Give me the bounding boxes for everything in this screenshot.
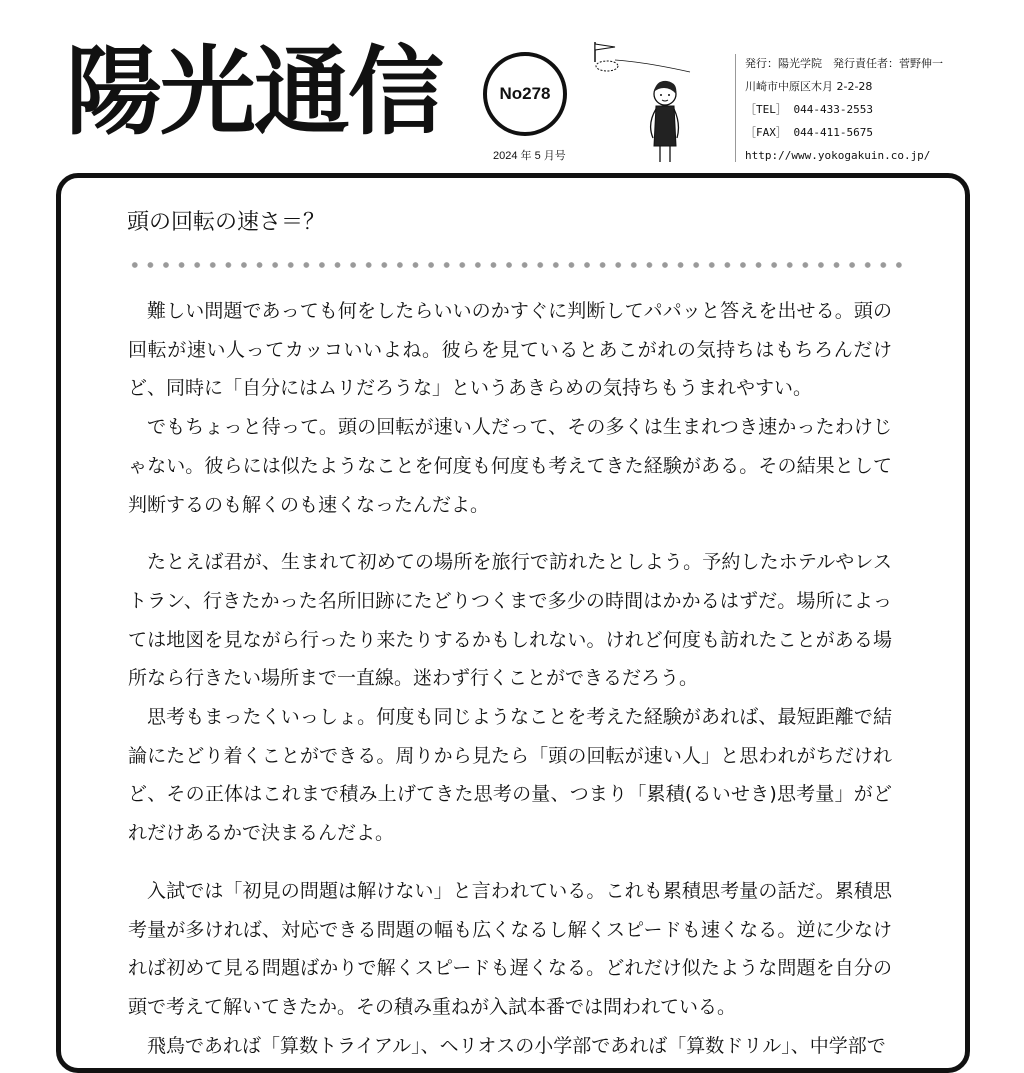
issue-number-badge bbox=[483, 52, 567, 136]
header-divider bbox=[735, 54, 736, 162]
article-title: 頭の回転の速さ＝？ bbox=[127, 210, 326, 235]
paragraph: 飛鳥であれば「算数トライアル」、ヘリオスの小学部であれば「算数ドリル」、中学部で bbox=[147, 1034, 886, 1057]
newsletter-title: 陽光通信 bbox=[66, 36, 442, 148]
dotted-divider bbox=[127, 262, 907, 268]
publisher-tel: ［TEL］ 044-433-2553 bbox=[745, 103, 873, 116]
paragraph: 難しい問題であっても何をしたらいいのかすぐに判断してパパッと答えを出せる。頭の回転が速い人ってカッコいいよね。彼らを見ているとあこがれの気持ちはもちろんだけど、同時に「自分にはムリだろうな」というあきらめの気持ちもうまれやすい。 bbox=[128, 300, 892, 400]
eye-left bbox=[660, 94, 662, 96]
publisher-line: 発行：陽光学院 発行責任者：菅野伸一 bbox=[745, 57, 943, 70]
article-body bbox=[128, 292, 892, 1065]
paragraph: たとえば君が、生まれて初めての場所を旅行で訪れたとしよう。予約したホテルやレストラン、行きたかった名所旧跡にたどりつくまで多少の時間はかかるはずだ。場所によっては地図を見ながら行ったり来たりするかもしれない。けれど何度も訪れたことがある場所なら行きたい場所まで一直線。迷わず行くことができるだろう。 bbox=[128, 551, 892, 690]
publisher-fax: ［FAX］ 044-411-5675 bbox=[745, 126, 873, 139]
flag bbox=[595, 44, 615, 50]
paragraph: でもちょっと待って。頭の回転が速い人だって、その多くは生まれつき速かったわけじゃない。彼らには似たようなことを何度も何度も考えてきた経験がある。その結果として判断するのも解くのも速くなったんだよ。 bbox=[128, 416, 892, 516]
eye-right bbox=[668, 94, 670, 96]
paragraph: 思考もまったくいっしょ。何度も同じようなことを考えた経験があれば、最短距離で結論にたどり着くことができる。周りから見たら「頭の回転が速い人」と思われがちだけれど、その正体はこれまで積み上げてきた思考の量、つまり「累積(るいせき)思考量」がどれだけあるかで決まるんだよ。 bbox=[128, 706, 892, 845]
publisher-address: 川崎市中原区木月 2-2-28 bbox=[745, 80, 873, 93]
publisher-url[interactable]: http://www.yokogakuin.co.jp/ bbox=[745, 149, 931, 162]
bush bbox=[596, 61, 618, 71]
issue-date: 2024 年 5 月号 bbox=[493, 150, 566, 162]
issue-number: No278 bbox=[499, 84, 551, 103]
paragraph: 入試では「初見の問題は解けない」と言われている。これも累積思考量の話だ。累積思考量が多ければ、対応できる問題の幅も広くなるし解くスピードも速くなる。逆に少なければ初めて見る問題ばかりで解くスピードも遅くなる。どれだけ似たような問題を自分の頭で考えて解いてきたか。その積み重ねが入試本番では問われている。 bbox=[128, 879, 892, 1018]
body bbox=[654, 106, 676, 146]
publisher-info bbox=[745, 52, 943, 167]
string bbox=[615, 60, 690, 72]
student-illustration bbox=[585, 36, 705, 166]
